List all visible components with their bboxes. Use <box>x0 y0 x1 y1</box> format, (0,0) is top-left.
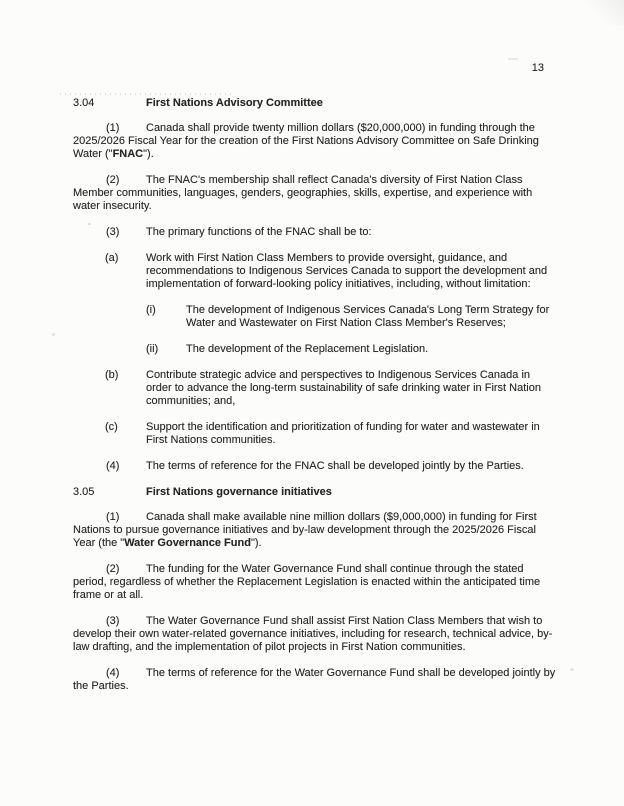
paragraph-marker: (4) <box>106 667 120 679</box>
subparagraph-text: Work with First Nation Class Members to provide oversight, guidance, and recommendations to Indigenous Services Canada to support the development and implementation of forward-looking policy initiatives, including, without limitation: <box>146 252 548 290</box>
clause-text: The development of Indigenous Services Canada's Long Term Strategy for Water and Wastewater on First Nation Class Member's Reserves; <box>186 304 550 329</box>
defined-term: Water Governance Fund <box>124 537 251 549</box>
section-heading-3-05 <box>73 486 557 499</box>
subparagraph-marker: (a) <box>105 252 119 264</box>
paragraph-text: Canada shall provide twenty million dollars ($20,000,000) in funding through the 2025/2026 Fiscal Year for the creation of the First Nations Advisory Committee on Safe Drinking Water (" <box>73 122 539 160</box>
subparagraph-marker: (b) <box>105 369 119 381</box>
section-number: 3.04 <box>73 97 95 109</box>
scan-artifact <box>570 668 574 671</box>
paragraph-text: The primary functions of the FNAC shall be to: <box>146 226 372 238</box>
paragraph-3-05-4 <box>73 667 557 693</box>
paragraph-marker: (2) <box>106 174 120 186</box>
paragraph-text: The terms of reference for the Water Governance Fund shall be developed jointly by the Parties. <box>73 667 556 692</box>
paragraph-3-05-3 <box>73 615 557 654</box>
paragraph-marker: (3) <box>106 226 120 238</box>
page-number: 13 <box>531 62 544 74</box>
clause-marker: (i) <box>146 304 156 316</box>
paragraph-text: The Water Governance Fund shall assist First Nation Class Members that wish to develop their own water-related governance initiatives, including for research, technical advice, by-law drafting, and the implementation of pilot projects in First Nation communities. <box>73 615 553 653</box>
paragraph-text: Canada shall make available nine million dollars ($9,000,000) in funding for First Nations to pursue governance initiatives and by-law development through the 2025/2026 Fiscal Year (the " <box>73 511 537 549</box>
scan-artifact <box>60 93 232 95</box>
paragraph-marker: (1) <box>106 511 120 523</box>
clause-text: The development of the Replacement Legislation. <box>186 343 429 355</box>
paragraph-text: The FNAC's membership shall reflect Canada's diversity of First Nation Class Member communities, languages, genders, geographies, skills, expertise, and experience with water insecurity. <box>73 174 533 212</box>
subparagraph-text: Support the identification and prioritization of funding for water and wastewater in First Nations communities. <box>146 421 540 446</box>
scan-artifact <box>584 0 624 26</box>
section-title: First Nations governance initiatives <box>146 486 332 498</box>
paragraph-marker: (2) <box>106 563 120 575</box>
paragraph-3-04-3 <box>73 226 557 239</box>
scan-artifact <box>88 223 91 225</box>
section-heading-3-04 <box>73 97 557 110</box>
paragraph-marker: (3) <box>106 615 120 627</box>
paragraph-text: The terms of reference for the FNAC shall be developed jointly by the Parties. <box>146 460 524 472</box>
paragraph-3-04-1 <box>73 122 557 161</box>
subparagraph-3-04-3-c <box>105 421 557 447</box>
scan-artifact <box>52 333 55 336</box>
clause-3-04-3-a-ii <box>146 343 557 356</box>
paragraph-3-04-4 <box>73 460 557 473</box>
section-number: 3.05 <box>73 486 95 498</box>
subparagraph-marker: (c) <box>105 421 118 433</box>
section-title: First Nations Advisory Committee <box>146 97 323 109</box>
clause-marker: (ii) <box>146 343 159 355</box>
paragraph-text: The funding for the Water Governance Fund shall continue through the stated period, regardless of whether the Replacement Legislation is enacted within the anticipated time frame or at all. <box>73 563 541 601</box>
paragraph-marker: (1) <box>106 122 120 134</box>
subparagraph-text: Contribute strategic advice and perspectives to Indigenous Services Canada in order to advance the long-term sustainability of safe drinking water in First Nation communities; and, <box>146 369 541 407</box>
subparagraph-3-04-3-b <box>105 369 557 408</box>
paragraph-3-05-1 <box>73 511 557 550</box>
subparagraph-3-04-3-a <box>105 252 557 291</box>
paragraph-3-05-2 <box>73 563 557 602</box>
paragraph-text: "). <box>143 148 154 160</box>
scan-artifact <box>508 58 518 60</box>
defined-term: FNAC <box>112 148 144 160</box>
paragraph-3-04-2 <box>73 174 557 213</box>
clause-3-04-3-a-i <box>146 304 557 330</box>
paragraph-marker: (4) <box>106 460 120 472</box>
paragraph-text: "). <box>250 537 262 549</box>
